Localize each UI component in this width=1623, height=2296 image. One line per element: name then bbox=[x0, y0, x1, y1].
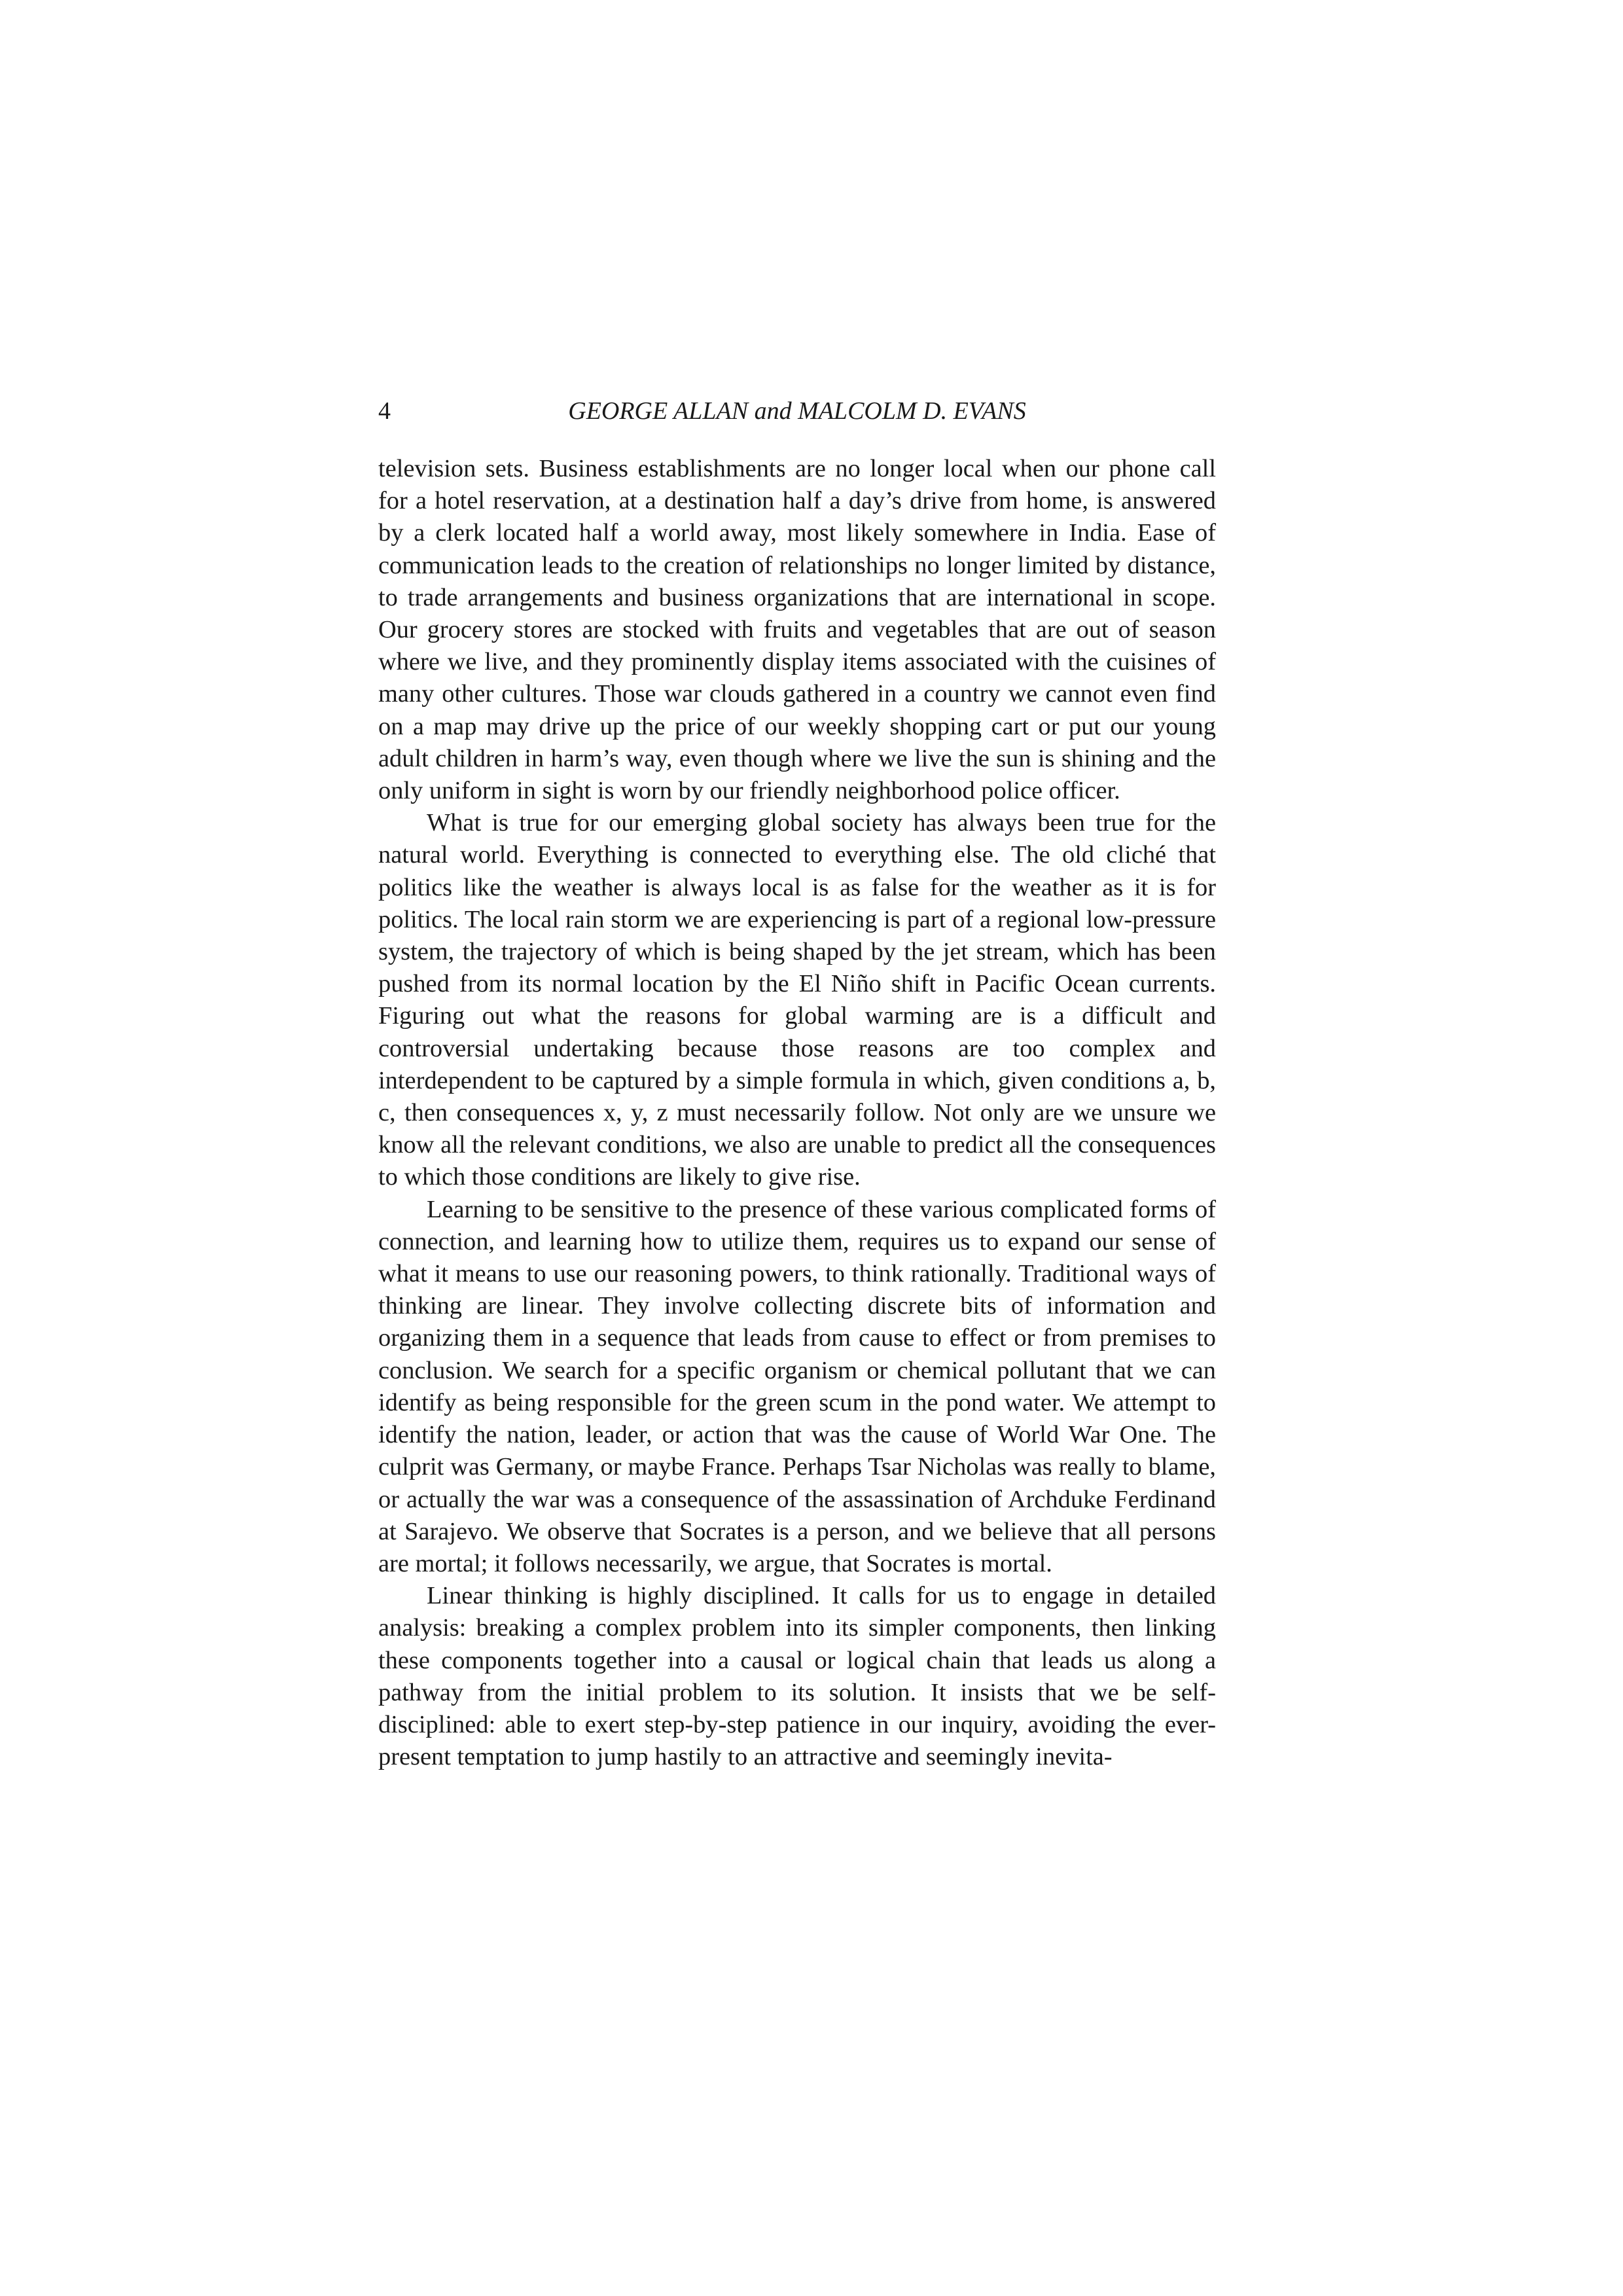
book-page bbox=[378, 393, 1216, 1773]
body-text bbox=[378, 453, 1216, 1773]
paragraph: What is true for our emerging global society has always been true for the natural world. Everything is connected to everything else. The old cliché that politics like the weather is always local is as false for the weather as it is for politics. The local rain storm we are experiencing is part of a regional low-pressure system, the trajectory of which is being shaped by the jet stream, which has been pushed from its normal location by the El Niño shift in Pacific Ocean currents. Figuring out what the reasons for global warming are is a difficult and controversial undertaking because those reasons are too complex and interdependent to be captured by a simple formula in which, given conditions a, b, c, then consequences x, y, z must necessarily follow. Not only are we unsure we know all the relevant conditions, we also are unable to predict all the consequences to which those conditions are likely to give rise. bbox=[378, 809, 1216, 1191]
paragraph: Linear thinking is highly disciplined. It calls for us to engage in detailed analysis: breaking a complex problem into its simpler components, then linking these components together into a causal or logical chain that leads us along a pathway from the initial problem to its solution. It insists that we be self-disciplined: able to exert step-by-step patience in our inquiry, avoiding the ever-present temptation to jump hastily to an attractive and seemingly inevita- bbox=[378, 1582, 1216, 1771]
running-head-authors: GEORGE ALLAN and MALCOLM D. EVANS bbox=[568, 397, 1026, 425]
running-head bbox=[378, 393, 1216, 429]
paragraph: television sets. Business establishments are no longer local when our phone call for a hotel reservation, at a destination half a day’s drive from home, is answered by a clerk located half a world away, most likely somewhere in India. Ease of communication leads to the creation of relationships no longer limited by distance, to trade arrangements and business organizations that are international in scope. Our grocery stores are stocked with fruits and vegetables that are out of season where we live, and they prominently display items associated with the cuisines of many other cultures. Those war clouds gathered in a country we cannot even find on a map may drive up the price of our weekly shopping cart or put our young adult children in harm’s way, even though where we live the sun is shining and the only uniform in sight is worn by our friendly neighborhood police officer. bbox=[378, 455, 1216, 805]
paragraph: Learning to be sensitive to the presence of these various complicated forms of connection, and learning how to utilize them, requires us to expand our sense of what it means to use our reasoning powers, to think rationally. Traditional ways of thinking are linear. They involve collecting discrete bits of information and organizing them in a sequence that leads from cause to effect or from premises to conclusion. We search for a specific organism or chemical pollutant that we can identify as being responsible for the green scum in the pond water. We attempt to identify the nation, leader, or action that was the cause of World War One. The culprit was Germany, or maybe France. Perhaps Tsar Nicholas was really to blame, or actually the war was a consequence of the assassination of Archduke Ferdinand at Sarajevo. We observe that Socrates is a person, and we believe that all persons are mortal; it follows necessarily, we argue, that Socrates is mortal. bbox=[378, 1195, 1216, 1577]
page-number: 4 bbox=[378, 397, 391, 425]
